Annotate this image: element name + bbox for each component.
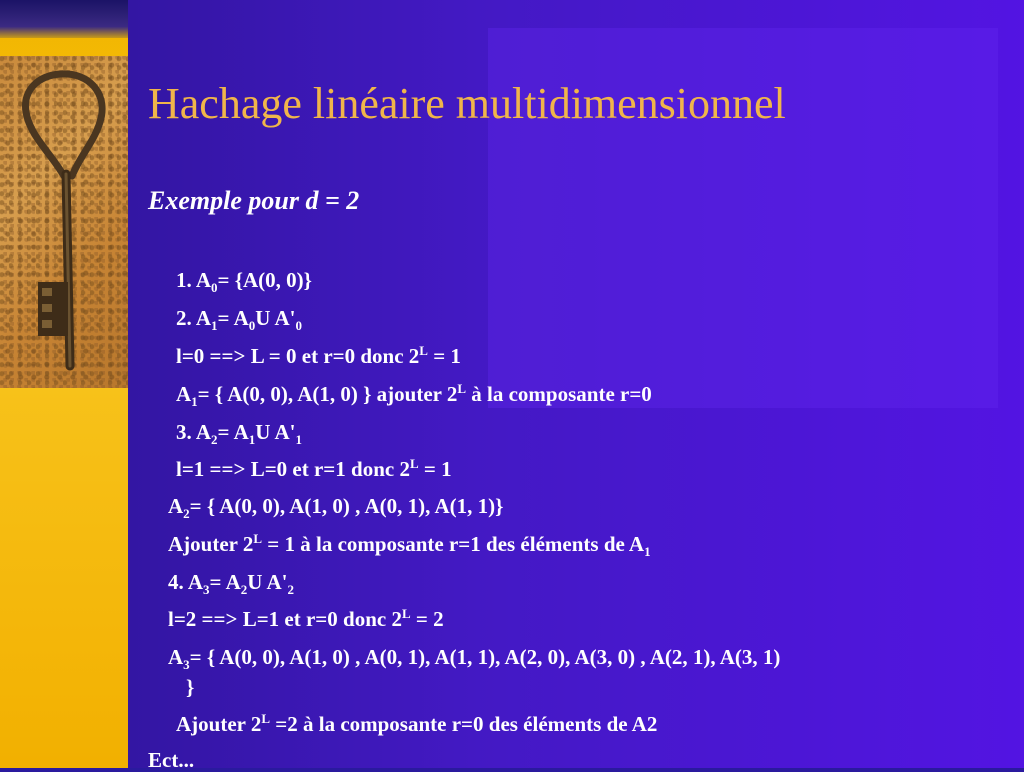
body-line-11 <box>168 645 781 673</box>
body-line-1 <box>176 268 312 296</box>
subscript: 3 <box>183 657 190 673</box>
text-segment: = 1 <box>427 344 461 368</box>
text-segment: = 1 à la composante r=1 des éléments de A <box>262 532 645 556</box>
superscript: L <box>253 531 263 546</box>
superscript: L <box>261 711 271 726</box>
subscript: 1 <box>191 394 198 410</box>
body-line-3 <box>176 344 461 368</box>
text-segment: U A' <box>255 306 296 330</box>
text-segment: = { A(0, 0), A(1, 0) , A(0, 1), A(1, 1), A(2, 0), A(3, 0) , A(2, 1), A(3, 1) <box>189 645 781 669</box>
text-segment: } <box>186 675 195 699</box>
text-segment: l=2 ==> L=1 et r=0 donc 2 <box>168 607 402 631</box>
superscript: L <box>401 606 411 621</box>
slide-title: Hachage linéaire multidimensionnel <box>148 79 786 128</box>
body-line-10 <box>168 607 444 631</box>
slide-subtitle: Exemple pour d = 2 <box>148 186 360 215</box>
subscript: 1 <box>644 544 651 560</box>
subscript: 2 <box>211 432 218 448</box>
text-segment: 4. A <box>168 570 204 594</box>
text-segment: = A <box>217 420 249 444</box>
text-segment: = A <box>209 570 241 594</box>
text-segment: = { A(0, 0), A(1, 0) } ajouter 2 <box>197 382 458 406</box>
text-segment: 3. A <box>176 420 212 444</box>
body-line-4 <box>176 381 652 410</box>
text-segment: l=0 ==> L = 0 et r=0 donc 2 <box>176 344 420 368</box>
subscript: 1 <box>211 318 218 334</box>
subscript: 0 <box>248 318 256 334</box>
body-line-8 <box>168 531 651 560</box>
text-segment: Ajouter 2 <box>168 532 254 556</box>
text-segment: = A <box>217 306 249 330</box>
body-line-14 <box>148 748 194 772</box>
body-line-2 <box>176 306 303 334</box>
superscript: L <box>419 343 428 358</box>
subscript: 3 <box>203 582 210 598</box>
text-segment: l=1 ==> L=0 et r=1 donc 2 <box>176 457 410 481</box>
subscript: 1 <box>248 432 256 448</box>
text-segment: = 2 <box>410 607 444 631</box>
body-line-7 <box>168 494 504 522</box>
body-line-13 <box>176 712 657 736</box>
superscript: L <box>409 456 419 471</box>
body-line-5 <box>176 420 303 448</box>
text-segment: à la composante r=0 <box>466 382 652 406</box>
text-segment: A <box>168 494 184 518</box>
text-segment: = { A(0, 0), A(1, 0) , A(0, 1), A(1, 1)} <box>189 494 504 518</box>
text-segment: A <box>176 382 192 406</box>
text-segment: U A' <box>255 420 296 444</box>
subscript: 2 <box>240 582 248 598</box>
subscript: 2 <box>287 582 295 598</box>
body-line-6 <box>176 457 452 481</box>
text-segment: = 1 <box>418 457 452 481</box>
text-segment: Ect... <box>148 748 195 772</box>
text-segment: Ajouter 2 <box>176 712 262 736</box>
text-segment: 2. A <box>176 306 212 330</box>
superscript: L <box>457 381 467 396</box>
text-segment: =2 à la composante r=0 des éléments de A2 <box>270 712 658 736</box>
text-segment: 1. A <box>176 268 212 292</box>
text-segment: U A' <box>247 570 288 594</box>
text-segment: = {A(0, 0)} <box>217 268 312 292</box>
subscript: 0 <box>295 318 303 334</box>
subscript: 1 <box>295 432 303 448</box>
body-line-9 <box>168 570 295 598</box>
subscript: 2 <box>183 506 190 522</box>
text-segment: A <box>168 645 184 669</box>
body-line-12 <box>186 675 194 699</box>
subscript: 0 <box>211 280 218 296</box>
